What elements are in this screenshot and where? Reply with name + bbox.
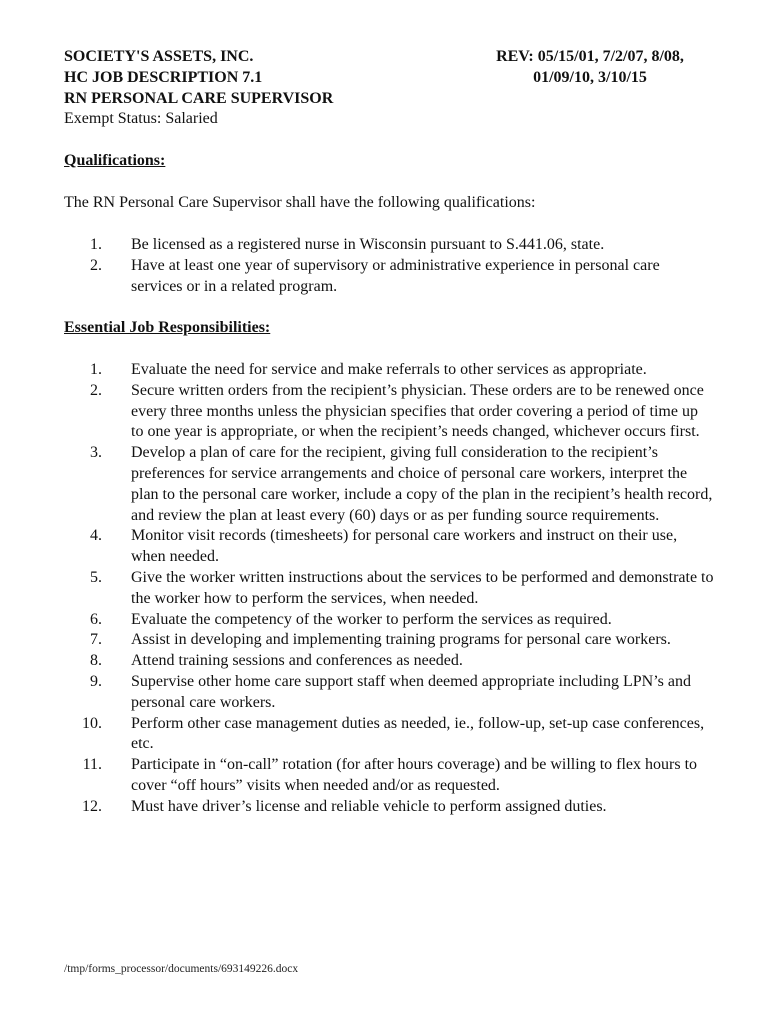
list-item <box>64 443 714 526</box>
qualifications-intro: The RN Personal Care Supervisor shall have the following qualifications: <box>64 194 536 211</box>
list-item-number: 4. <box>90 527 102 545</box>
list-item <box>64 235 714 256</box>
list-item <box>64 651 714 672</box>
list-item <box>64 526 714 568</box>
revision-line-1: REV: 05/15/01, 7/2/07, 8/08, <box>496 48 684 65</box>
revision-dates <box>470 47 710 89</box>
list-item-text: Give the worker written instructions about the services to be performed and demonstrate to the worker how to perform the services, when needed. <box>131 568 714 607</box>
list-item-number: 3. <box>90 444 102 462</box>
list-item-text: Supervise other home care support staff when deemed appropriate including LPN’s and personal care workers. <box>131 672 691 711</box>
list-item-number: 5. <box>90 568 102 586</box>
list-item-number: 9. <box>90 672 102 690</box>
header-left <box>64 47 444 130</box>
revision-line-2: 01/09/10, 3/10/15 <box>533 68 647 86</box>
list-item-text: Evaluate the competency of the worker to perform the services as required. <box>131 610 612 628</box>
list-item-text: Be licensed as a registered nurse in Wisconsin pursuant to S.441.06, state. <box>131 236 605 253</box>
list-item <box>64 714 714 756</box>
qualifications-list <box>64 235 714 297</box>
list-item-number: 6. <box>90 610 102 628</box>
list-item-text: Have at least one year of supervisory or administrative experience in personal care services or in a related program. <box>131 256 660 295</box>
list-item-number: 11. <box>82 756 102 774</box>
list-item-text: Attend training sessions and conferences as needed. <box>131 652 463 670</box>
list-item <box>64 755 714 797</box>
company-name: SOCIETY'S ASSETS, INC. <box>64 48 254 65</box>
list-item-text: Develop a plan of care for the recipient, giving full consideration to the recipient’s preferences for service arrangements and choice of personal care workers, interpret the plan to the personal care worker, include a copy of the plan in the recipient’s health record, and review the plan at least every (60) days or as per funding source requirements. <box>131 444 713 524</box>
list-item <box>64 568 714 610</box>
list-item-text: Must have driver’s license and reliable vehicle to perform assigned duties. <box>131 797 607 815</box>
list-item <box>64 610 714 631</box>
list-item-number: 7. <box>90 631 102 649</box>
list-item-text: Monitor visit records (timesheets) for personal care workers and instruct on their use, when needed. <box>131 527 678 566</box>
list-item-number: 1. <box>90 236 102 253</box>
responsibilities-heading: Essential Job Responsibilities: <box>64 319 271 336</box>
list-item <box>64 360 714 381</box>
list-item-number: 8. <box>90 652 102 670</box>
list-item-number: 10. <box>82 714 102 732</box>
list-item-text: Participate in “on-call” rotation (for after hours coverage) and be willing to flex hours to cover “off hours” visits when needed and/or as requested. <box>131 756 698 794</box>
exempt-status: Exempt Status: Salaried <box>64 110 218 128</box>
list-item-text: Perform other case management duties as needed, ie., follow-up, set-up case conferences, etc. <box>131 714 705 753</box>
job-title: RN PERSONAL CARE SUPERVISOR <box>64 89 334 107</box>
list-item <box>64 381 714 443</box>
qualifications-heading: Qualifications: <box>64 152 166 169</box>
list-item-text: Secure written orders from the recipient’s physician. These orders are to be renewed once every three months unless the physician specifies that order covering a period of time up to one year is appropriate, or when the recipient’s needs changed, whichever occurs first. <box>131 381 704 441</box>
list-item-text: Evaluate the need for service and make referrals to other services as appropriate. <box>131 361 647 378</box>
list-item-text: Assist in developing and implementing training programs for personal care workers. <box>131 631 671 649</box>
responsibilities-list <box>64 360 714 818</box>
list-item <box>64 630 714 651</box>
list-item <box>64 256 714 298</box>
list-item <box>64 672 714 714</box>
footer-file-path: /tmp/forms_processor/documents/693149226.docx <box>64 963 299 975</box>
list-item <box>64 797 714 818</box>
document-id: HC JOB DESCRIPTION 7.1 <box>64 68 263 86</box>
list-item-number: 1. <box>90 361 102 378</box>
list-item-number: 2. <box>90 381 102 399</box>
list-item-number: 2. <box>90 256 102 274</box>
list-item-number: 12. <box>82 797 102 815</box>
